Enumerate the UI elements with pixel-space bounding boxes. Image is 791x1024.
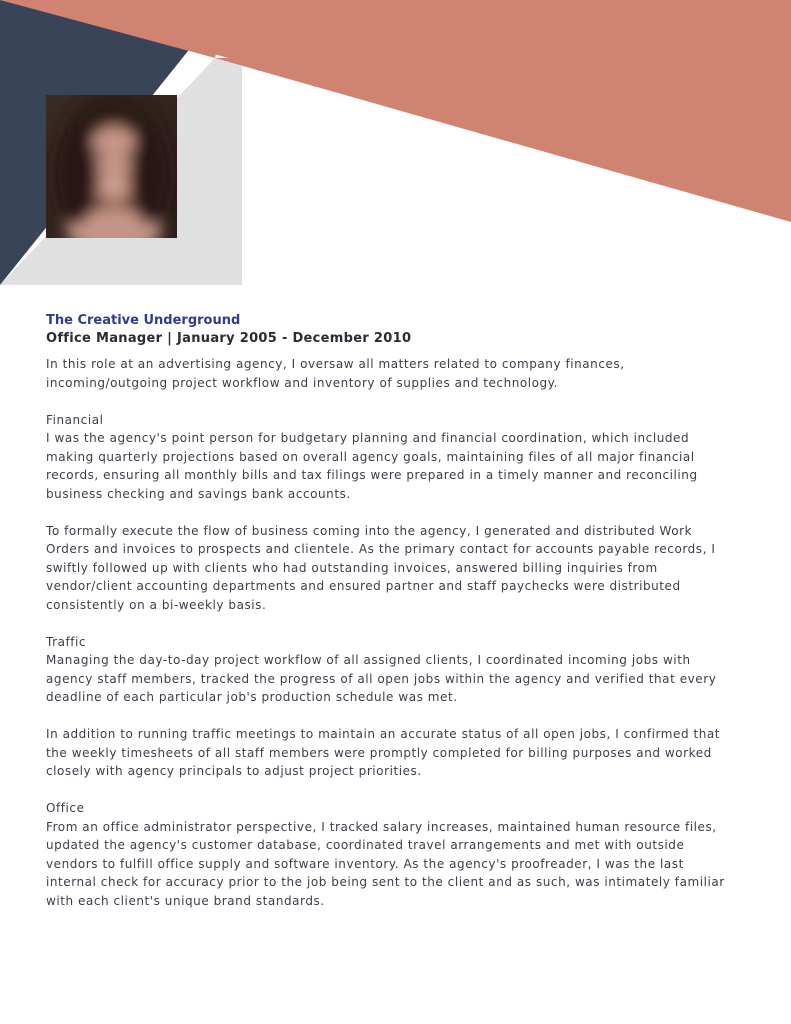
blurred-portrait-image xyxy=(46,95,177,238)
company-name: The Creative Underground xyxy=(46,313,241,328)
profile-photo xyxy=(46,95,177,238)
section-body-office: From an office administrator perspective, I tracked salary increases, maintained human resource files, updated the agency's customer database, coordinated travel arrangements and met with outside vendors to fulfill office supply and software inventory. As the agency's proofreader, I was the last internal check for accuracy prior to the job being sent to the client and as such, was intimately familiar with each client's unique brand standards. xyxy=(46,819,725,908)
section-heading-traffic: Traffic xyxy=(46,634,87,649)
section-body-financial: I was the agency's point person for budgetary planning and financial coordination, which included making quarterly projections based on overall agency goals, maintaining files of all major financial records, ensuring all monthly bills and tax filings were prepared in a timely manner and reconciling business checking and savings bank accounts. xyxy=(46,431,698,501)
section-body-traffic-2: In addition to running traffic meetings to maintain an accurate status of all open jobs, I confirmed that the weekly timesheets of all staff members were promptly completed for billing purposes and worked closely with agency principals to adjust project priorities. xyxy=(46,727,721,778)
intro-paragraph: In this role at an advertising agency, I oversaw all matters related to company finances, incoming/outgoing project workflow and inventory of supplies and technology. xyxy=(46,357,625,390)
experience-section xyxy=(46,312,736,929)
job-title-dates: Office Manager | January 2005 - December 2010 xyxy=(46,331,412,346)
section-heading-office: Office xyxy=(46,801,85,815)
section-body-financial-2: To formally execute the flow of business coming into the agency, I generated and distributed Work Orders and invoices to prospects and clientele. As the primary contact for accounts payable records, I swiftly followed up with clients who had outstanding invoices, answered billing inquiries from vendor/client accounting departments and ensured partner and staff paychecks were distributed consistently on a bi-weekly basis. xyxy=(46,523,716,612)
section-heading-financial: Financial xyxy=(46,412,104,427)
section-body-traffic: Managing the day-to-day project workflow of all assigned clients, I coordinated incoming jobs with agency staff members, tracked the progress of all open jobs within the agency and verified that every deadline of each particular job's production schedule was met. xyxy=(46,653,717,704)
gray-panel-lower xyxy=(0,237,242,285)
